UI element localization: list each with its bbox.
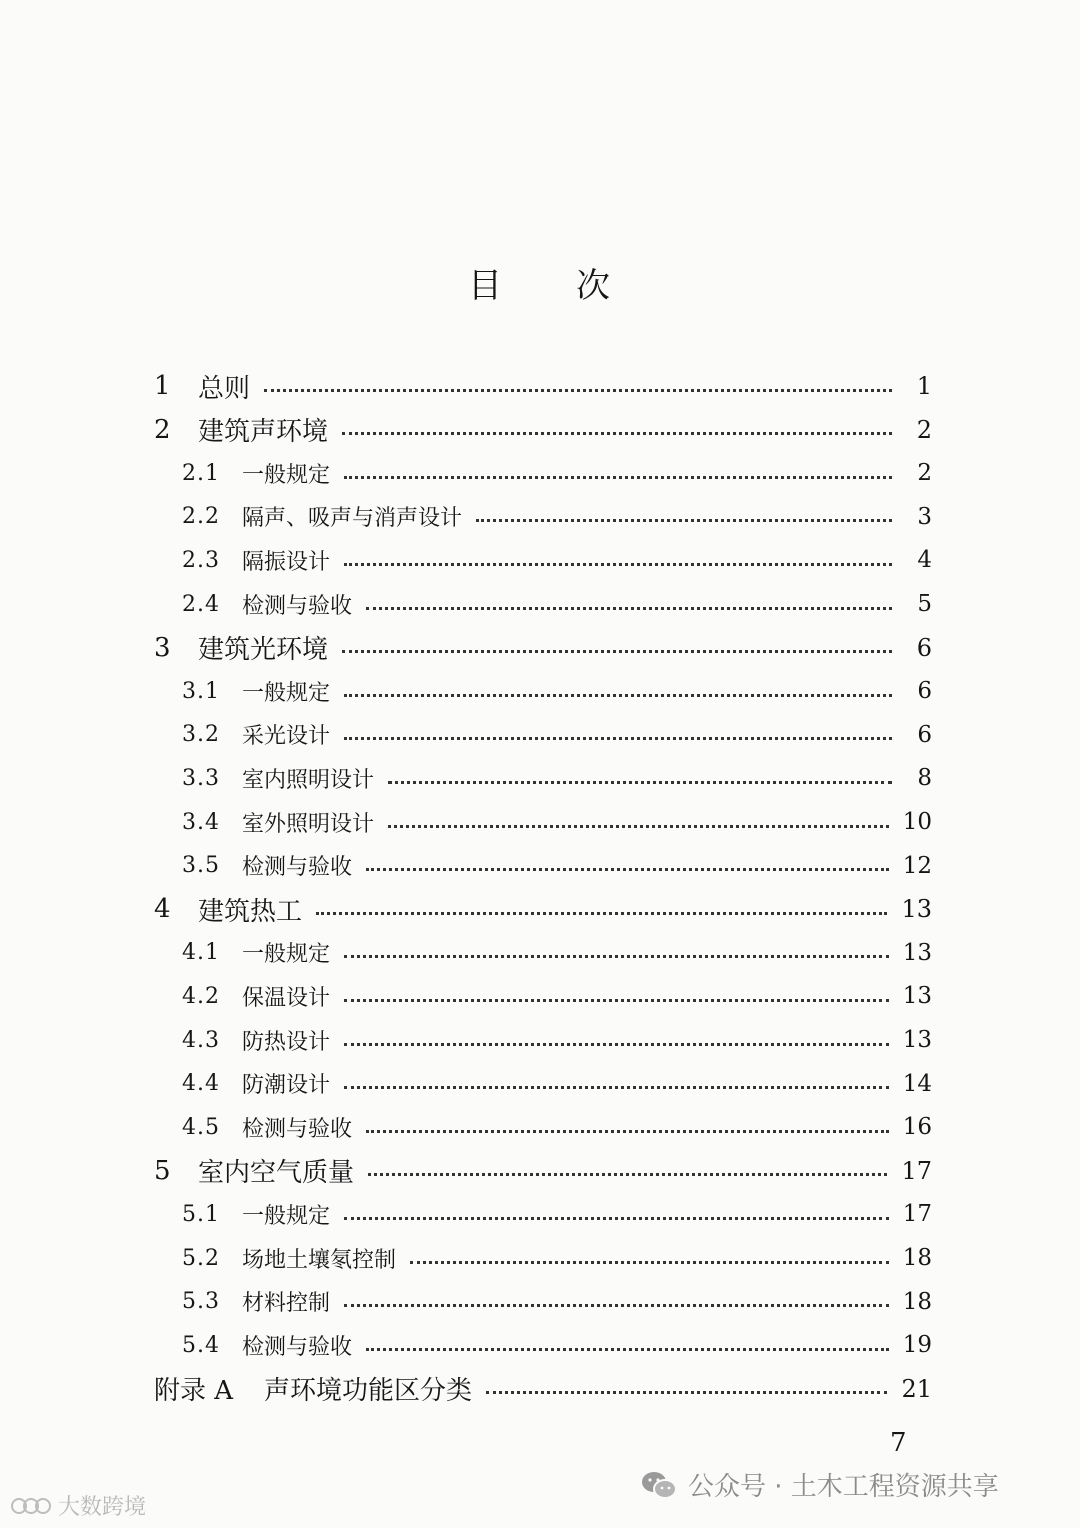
toc-entry-number: 4.4 xyxy=(182,1071,220,1097)
toc-section-row xyxy=(182,1062,932,1106)
toc-entry-number: 5.4 xyxy=(182,1332,220,1358)
toc-entry-number: 4.1 xyxy=(182,940,220,966)
toc-dot-leader xyxy=(486,1391,887,1394)
toc-dot-leader xyxy=(342,432,892,435)
toc-dot-leader xyxy=(388,825,889,828)
toc-entry-label: 一般规定 xyxy=(242,680,331,706)
toc-dot-leader xyxy=(366,1130,889,1133)
toc-dot-leader xyxy=(344,694,892,697)
toc-entry-page: 12 xyxy=(902,852,932,879)
toc-dot-leader xyxy=(344,476,892,479)
watermark-right-text: 公众号 · 土木工程资源共享 xyxy=(688,1472,999,1502)
toc-entry-number: 3 xyxy=(154,632,171,663)
title-char-2: 次 xyxy=(576,266,612,306)
toc-chapter-row xyxy=(154,626,932,670)
toc-chapter-row xyxy=(154,408,932,452)
toc-entry-page: 18 xyxy=(902,1288,932,1315)
toc-section-row xyxy=(182,1323,932,1367)
toc-entry-page: 17 xyxy=(902,1201,932,1228)
toc-dot-leader xyxy=(366,1348,889,1351)
toc-entry-label: 采光设计 xyxy=(242,724,331,750)
toc-entry-page: 13 xyxy=(902,983,932,1010)
toc-entry-page: 8 xyxy=(917,765,932,792)
toc-dot-leader xyxy=(344,999,889,1002)
toc-dot-leader xyxy=(366,868,889,871)
toc-section-row xyxy=(182,669,932,713)
toc-entry-page: 13 xyxy=(902,1027,932,1053)
toc-entry-number: 2 xyxy=(154,414,171,445)
toc-section-row xyxy=(182,1280,932,1324)
toc-entry-page: 13 xyxy=(902,939,932,966)
toc-entry-label: 建筑热工 xyxy=(198,896,303,927)
toc-entry-label: 检测与验收 xyxy=(242,593,353,619)
brand-icon xyxy=(10,1495,54,1517)
toc-entry-number: 3.1 xyxy=(182,678,220,704)
toc-entry-label: 建筑声环境 xyxy=(198,417,329,448)
toc-entry-label: 室内空气质量 xyxy=(198,1158,355,1189)
toc-entry-number: 5 xyxy=(154,1155,171,1186)
toc-entry-page: 2 xyxy=(916,415,932,444)
toc-entry-label: 保温设计 xyxy=(242,985,331,1011)
toc-entry-page: 1 xyxy=(916,372,932,400)
toc-section-row xyxy=(182,931,932,975)
toc-dot-leader xyxy=(344,737,892,740)
toc-entry-page: 5 xyxy=(917,591,932,617)
toc-section-row xyxy=(182,538,932,582)
toc-entry-number: 2.4 xyxy=(182,591,220,617)
toc-entry-label: 隔振设计 xyxy=(242,549,331,575)
toc-dot-leader xyxy=(264,389,892,392)
toc-entry-number: 5.3 xyxy=(182,1289,220,1315)
toc-section-row xyxy=(182,1236,932,1280)
toc-entry-label: 一般规定 xyxy=(242,1203,331,1229)
watermark-brand xyxy=(10,1490,146,1521)
toc-entry-page: 3 xyxy=(917,503,932,530)
toc-entry-label: 检测与验收 xyxy=(242,1116,353,1142)
toc-entry-page: 14 xyxy=(902,1070,932,1097)
toc-section-row xyxy=(182,756,932,800)
toc-entry-page: 4 xyxy=(917,547,932,574)
toc-section-row xyxy=(182,1018,932,1062)
toc-entry-page: 6 xyxy=(917,678,932,705)
toc-entry-number: 5.2 xyxy=(182,1245,220,1271)
toc-section-row xyxy=(182,451,932,495)
toc-section-row xyxy=(182,713,932,757)
toc-entry-page: 13 xyxy=(901,895,932,924)
toc-entry-label: 防潮设计 xyxy=(242,1073,331,1099)
toc-dot-leader xyxy=(410,1261,889,1264)
toc-section-row xyxy=(182,495,932,539)
toc-entry-label: 隔声、吸声与消声设计 xyxy=(242,506,463,532)
toc-entry-number: 3.5 xyxy=(182,853,220,879)
toc-section-row xyxy=(182,800,932,844)
toc-chapter-row xyxy=(154,1149,932,1193)
toc-section-row xyxy=(182,974,932,1018)
toc-entry-number: 4.3 xyxy=(182,1027,220,1053)
toc-chapter-row xyxy=(154,887,932,931)
toc-section-row xyxy=(182,1192,932,1236)
toc-chapter-row xyxy=(154,364,932,408)
toc-entry-label: 防热设计 xyxy=(242,1029,331,1055)
toc-entry-number: 3.2 xyxy=(182,722,220,748)
toc-entry-number: 3.4 xyxy=(182,809,220,835)
toc-entry-label: 检测与验收 xyxy=(242,855,353,881)
toc-entry-label: 声环境功能区分类 xyxy=(264,1376,473,1407)
toc-entry-label: 总则 xyxy=(198,373,251,404)
toc-entry-number: 3.3 xyxy=(182,765,220,791)
wechat-icon xyxy=(640,1470,678,1500)
toc-dot-leader xyxy=(366,607,892,610)
toc-entry-page: 6 xyxy=(917,721,932,748)
toc-entry-page: 2 xyxy=(917,460,932,487)
toc-dot-leader xyxy=(344,563,892,566)
toc-chapter-row xyxy=(154,1367,932,1411)
watermark-left-text: 大数跨境 xyxy=(58,1495,147,1520)
toc-dot-leader xyxy=(368,1173,887,1176)
toc-dot-leader xyxy=(344,1217,889,1220)
toc-entry-number: 1 xyxy=(154,371,171,401)
toc-entry-number: 附录 A xyxy=(154,1376,234,1407)
toc-section-row xyxy=(182,844,932,888)
toc-entry-page: 18 xyxy=(902,1245,932,1271)
toc-dot-leader xyxy=(388,781,892,784)
toc-entry-label: 室外照明设计 xyxy=(242,811,375,837)
toc-dot-leader xyxy=(344,1304,889,1307)
toc-entry-label: 建筑光环境 xyxy=(198,635,329,666)
toc-entry-page: 17 xyxy=(901,1156,932,1185)
toc-entry-page: 6 xyxy=(916,633,932,662)
toc-entry-number: 2.1 xyxy=(182,460,220,486)
toc-dot-leader xyxy=(342,650,892,653)
toc-entry-label: 室内照明设计 xyxy=(242,767,375,793)
toc-entry-number: 2.2 xyxy=(182,504,220,530)
page-number: 7 xyxy=(890,1428,907,1458)
toc-entry-label: 材料控制 xyxy=(242,1291,331,1317)
page-title xyxy=(0,258,1080,307)
toc-entry-label: 场地土壤氡控制 xyxy=(242,1247,397,1273)
toc-section-row xyxy=(182,582,932,626)
toc-entry-number: 2.3 xyxy=(182,547,220,573)
toc-entry-number: 4.2 xyxy=(182,983,220,1009)
title-char-1: 目 xyxy=(468,266,504,306)
toc-dot-leader xyxy=(476,519,892,522)
toc-entry-page: 19 xyxy=(902,1332,932,1359)
toc-entry-label: 一般规定 xyxy=(242,942,331,968)
toc-dot-leader xyxy=(344,955,889,958)
toc-entry-page: 10 xyxy=(902,809,932,835)
toc-entry-page: 21 xyxy=(901,1374,932,1403)
toc-dot-leader xyxy=(316,912,887,915)
toc-entry-label: 检测与验收 xyxy=(242,1334,353,1360)
toc-section-row xyxy=(182,1105,932,1149)
toc-entry-page: 16 xyxy=(902,1114,932,1141)
toc-dot-leader xyxy=(344,1043,889,1046)
toc-entry-label: 一般规定 xyxy=(242,462,331,488)
toc-entry-number: 5.1 xyxy=(182,1201,220,1227)
toc-entry-number: 4.5 xyxy=(182,1114,220,1140)
toc-entry-number: 4 xyxy=(154,894,171,925)
toc-dot-leader xyxy=(344,1086,889,1089)
watermark-public-account xyxy=(640,1466,999,1503)
